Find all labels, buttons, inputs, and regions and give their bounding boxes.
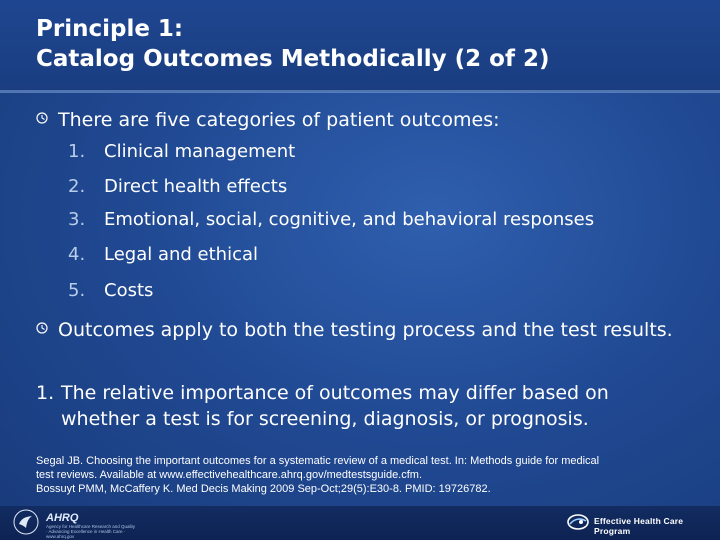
list-item-number: 3. xyxy=(68,209,86,230)
numbered-point-number: 1. xyxy=(36,382,55,404)
list-item-label: Emotional, social, cognitive, and behavioral responses xyxy=(104,209,595,230)
bullet-item xyxy=(36,318,696,370)
list-item-number: 1. xyxy=(68,141,86,162)
effective-health-care-program-label: Effective Health Care Program xyxy=(594,516,684,536)
title-divider xyxy=(0,90,720,93)
ahrq-subtitle: Agency for Healthcare Research and Quality · Advancing Excellence in Health Care · www.ahrq.gov xyxy=(46,524,136,539)
bullet-item xyxy=(36,108,696,134)
list-item-label: Costs xyxy=(104,280,154,301)
citation xyxy=(36,454,676,496)
hhs-eagle-icon xyxy=(12,508,40,536)
slide-title xyxy=(36,14,549,74)
list-item-label: Legal and ethical xyxy=(104,244,259,265)
ahrq-logo: AHRQ xyxy=(46,512,79,524)
citation-line: Bossuyt PMM, McCaffery K. Med Decis Making 2009 Sep-Oct;29(5):E30-8. PMID: 19726782. xyxy=(36,483,491,495)
list-item-number: 5. xyxy=(68,280,86,301)
list-item-number: 4. xyxy=(68,244,86,265)
clock-bullet-icon xyxy=(36,112,48,124)
list-item-label: Clinical management xyxy=(104,141,296,162)
bullet-text: There are five categories of patient outcomes: xyxy=(58,109,500,131)
slide-title-line-1: Principle 1: xyxy=(36,16,184,42)
clock-bullet-icon xyxy=(36,322,48,334)
slide-title-line-2: Catalog Outcomes Methodically (2 of 2) xyxy=(36,46,550,72)
numbered-point-text: The relative importance of outcomes may differ based on whether a test is for screening, diagnosis, or prognosis. xyxy=(61,382,609,430)
citation-line: test reviews. Available at www.effectivehealthcare.ahrq.gov/medtestsguide.cfm. xyxy=(36,469,423,481)
effective-health-care-logo-icon xyxy=(566,512,590,532)
citation-line: Segal JB. Choosing the important outcomes for a systematic review of a medical test. In: Methods guide for medical xyxy=(36,455,600,467)
list-item-label: Direct health effects xyxy=(104,176,288,197)
bullet-text: Outcomes apply to both the testing process and the test results. xyxy=(58,319,673,341)
list-item-number: 2. xyxy=(68,176,86,197)
